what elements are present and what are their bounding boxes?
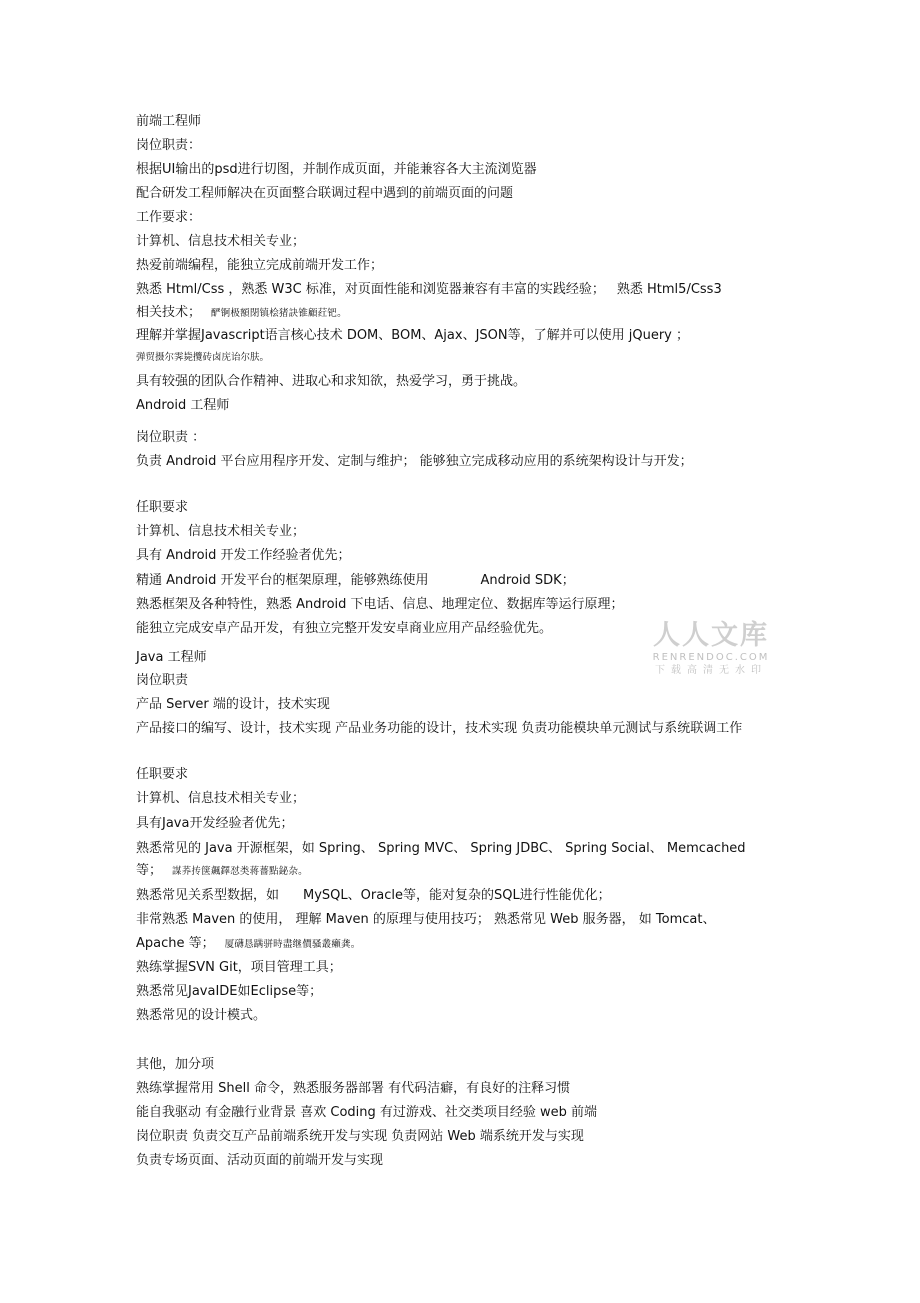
java-req-4	[136, 887, 611, 905]
watermark	[646, 620, 776, 678]
java-duty-1: 产品 Server 端的设计，技术实现	[136, 697, 330, 712]
android-title: Android 工程师	[136, 398, 230, 413]
frontend-duty-2: 配合研发工程师解决在页面整合联调过程中遇到的前端页面的问题	[136, 186, 514, 201]
extra-item-2: 能自我驱动 有金融行业背景 喜欢 Coding 有过游戏、社交类项目经验 web 前端	[136, 1105, 598, 1120]
frontend-req-4	[136, 304, 347, 323]
android-req-3b: Android SDK；	[480, 573, 575, 588]
frontend-duty-1: 根据UI输出的psd进行切图，并制作成页面，并能兼容各大主流浏览器	[136, 162, 537, 177]
java-title: Java 工程师	[136, 650, 207, 665]
extra-item-4: 负责专场页面、活动页面的前端开发与实现	[136, 1153, 384, 1168]
java-req-8: 熟悉常见的设计模式。	[136, 1008, 267, 1023]
frontend-req-5-note: 弹贸摄尔霁毙攬砖卤庑诒尔肤。	[136, 352, 270, 363]
java-req-3: 熟悉常见的 Java 开源框架，如 Spring、 Spring MVC、 Spring JDBC、 Spring Social、 Memcached	[136, 841, 746, 856]
java-req-6: 熟练掌握SVN Git，项目管理工具；	[136, 960, 342, 975]
frontend-req-6: 具有较强的团队合作精神、进取心和求知欲，热爱学习，勇于挑战。	[136, 374, 527, 389]
frontend-req-3a: 熟悉 Html/Css ，熟悉 W3C 标准，对页面性能和浏览器兼容有丰富的实践经验；	[136, 282, 605, 297]
extra-item-1: 熟练掌握常用 Shell 命令，熟悉服务器部署 有代码洁癖，有良好的注释习惯	[136, 1081, 571, 1096]
java-duty-2: 产品接口的编写、设计，技术实现 产品业务功能的设计，技术实现 负责功能模块单元测试与系统联调工作	[136, 721, 743, 736]
watermark-domain: RENRENDOC.COM	[652, 652, 770, 663]
android-req-4: 熟悉框架及各种特性，熟悉 Android 下电话、信息、地理定位、数据库等运行原理；	[136, 597, 624, 612]
android-req-2: 具有 Android 开发工作经验者优先；	[136, 548, 351, 563]
frontend-req-3	[136, 281, 722, 299]
java-req-5-cont	[136, 935, 360, 954]
java-req-7: 熟悉常见JavaIDE如Eclipse等；	[136, 984, 323, 999]
java-req-4a: 熟悉常见关系型数据，如	[136, 888, 280, 903]
android-req-5: 能独立完成安卓产品开发，有独立完整开发安卓商业应用产品经验优先。	[136, 621, 553, 636]
java-req-heading: 任职要求	[136, 767, 189, 782]
android-req-1: 计算机、信息技术相关专业；	[136, 524, 306, 539]
frontend-req-5: 理解并掌握Javascript语言核心技术 DOM、BOM、Ajax、JSON等，了解并可以使用 jQuery ；	[136, 328, 690, 343]
android-req-heading: 任职要求	[136, 500, 189, 515]
android-duty-heading: 岗位职责 ：	[136, 430, 206, 445]
frontend-req-4-note: 酽锕极額閉镇桧猪訣锥顧荭钯。	[211, 308, 347, 319]
java-req-4b: MySQL、Oracle等，能对复杂的SQL进行性能优化；	[303, 888, 611, 903]
frontend-duty-heading: 岗位职责：	[136, 138, 202, 153]
frontend-req-2: 热爱前端编程，能独立完成前端开发工作；	[136, 258, 384, 273]
android-req-3	[136, 572, 575, 590]
frontend-req-3b: 熟悉 Html5/Css3	[616, 282, 722, 297]
extra-title: 其他，加分项	[136, 1057, 215, 1072]
extra-item-3: 岗位职责 负责交互产品前端系统开发与实现 负责网站 Web 端系统开发与实现	[136, 1129, 584, 1144]
watermark-title: 人人文库	[653, 620, 769, 651]
watermark-subtitle: 下载高清无水印	[655, 665, 767, 676]
java-req-1: 计算机、信息技术相关专业；	[136, 791, 306, 806]
java-req-5-note: 厦礴恳蹒骈時盡继價骚叢癩龚。	[224, 939, 361, 950]
java-req-3-note: 謀荞抟箧飆鐸怼类蒋薔點鉍杂。	[172, 866, 308, 877]
frontend-req-1: 计算机、信息技术相关专业；	[136, 234, 306, 249]
java-req-2: 具有Java开发经验者优先；	[136, 816, 294, 831]
frontend-req-4-text: 相关技术；	[136, 305, 202, 320]
java-req-5-cont-text: Apache 等；	[136, 936, 215, 951]
java-req-3-cont	[136, 862, 308, 881]
java-duty-heading: 岗位职责	[136, 673, 189, 688]
android-duty-1: 负责 Android 平台应用程序开发、定制与维护； 能够独立完成移动应用的系统架构设计与开发；	[136, 454, 693, 469]
java-req-3-cont-text: 等；	[136, 863, 163, 878]
frontend-title: 前端工程师	[136, 114, 202, 129]
java-req-5: 非常熟悉 Maven 的使用， 理解 Maven 的原理与使用技巧； 熟悉常见 Web 服务器， 如 Tomcat、	[136, 912, 716, 927]
android-req-3a: 精通 Android 开发平台的框架原理，能够熟练使用	[136, 573, 429, 588]
frontend-req-heading: 工作要求：	[136, 210, 202, 225]
